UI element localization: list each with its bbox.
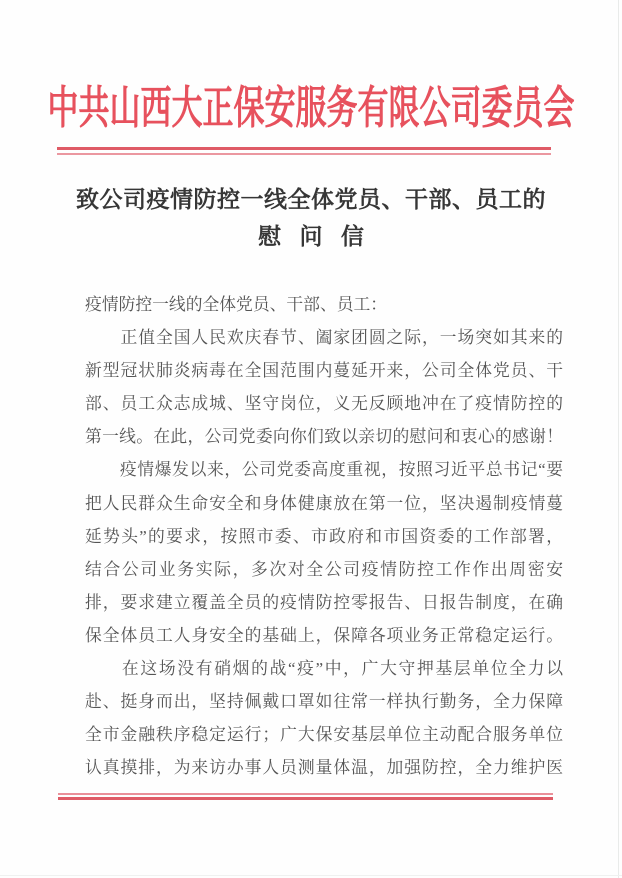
body-line: 结合公司业务实际，多次对全公司疫情防控工作作出周密安 bbox=[85, 559, 563, 579]
scan-edge-bottom bbox=[0, 875, 622, 876]
body-line: 第一线。在此，公司党委向你们致以亲切的慰问和衷心的感谢！ bbox=[85, 427, 563, 447]
letterhead-organization: 中共山西大正保安服务有限公司委员会 bbox=[47, 82, 575, 134]
body-line: 新型冠状肺炎病毒在全国范围内蔓延开来，公司全体党员、干 bbox=[85, 361, 563, 381]
body-line: 正值全国人民欢庆春节、阖家团圆之际，一场突如其来的 bbox=[85, 328, 563, 348]
body-line: 认真摸排，为来访办事人员测量体温，加强防控，全力维护医 bbox=[85, 758, 563, 778]
salutation-line: 疫情防控一线的全体党员、干部、员工： bbox=[85, 295, 388, 314]
footer-divider-thick-line bbox=[58, 797, 553, 800]
body-line: 全市金融秩序稳定运行；广大保安基层单位主动配合服务单位 bbox=[85, 725, 563, 745]
body-line: 延势头”的要求，按照市委、市政府和市国资委的工作部署， bbox=[85, 526, 563, 546]
body-line: 在这场没有硝烟的战“疫”中，广大守押基层单位全力以 bbox=[85, 659, 563, 679]
document-title bbox=[0, 185, 622, 252]
body-line: 疫情爆发以来，公司党委高度重视，按照习近平总书记“要 bbox=[85, 460, 563, 480]
body-line: 把人民群众生命安全和身体健康放在第一位，坚决遏制疫情蔓 bbox=[85, 493, 563, 513]
body-line: 排，要求建立覆盖全员的疫情防控零报告、日报告制度，在确 bbox=[85, 592, 563, 612]
footer-divider bbox=[58, 793, 553, 800]
body-line: 部、员工众志成城、坚守岗位，义无反顾地冲在了疫情防控的 bbox=[85, 394, 563, 414]
letterhead-divider-thin-line bbox=[57, 153, 551, 155]
body-line: 赴、挺身而出，坚持佩戴口罩如往常一样执行勤务，全力保障 bbox=[85, 692, 563, 712]
letter-body bbox=[85, 288, 563, 784]
document-title-line-1: 致公司疫情防控一线全体党员、干部、员工的 bbox=[76, 187, 546, 212]
document-title-line-2: 慰问信 bbox=[258, 224, 383, 249]
body-line: 保全体员工人身安全的基础上，保障各项业务正常稳定运行。 bbox=[85, 625, 563, 645]
letterhead-divider bbox=[57, 147, 551, 155]
